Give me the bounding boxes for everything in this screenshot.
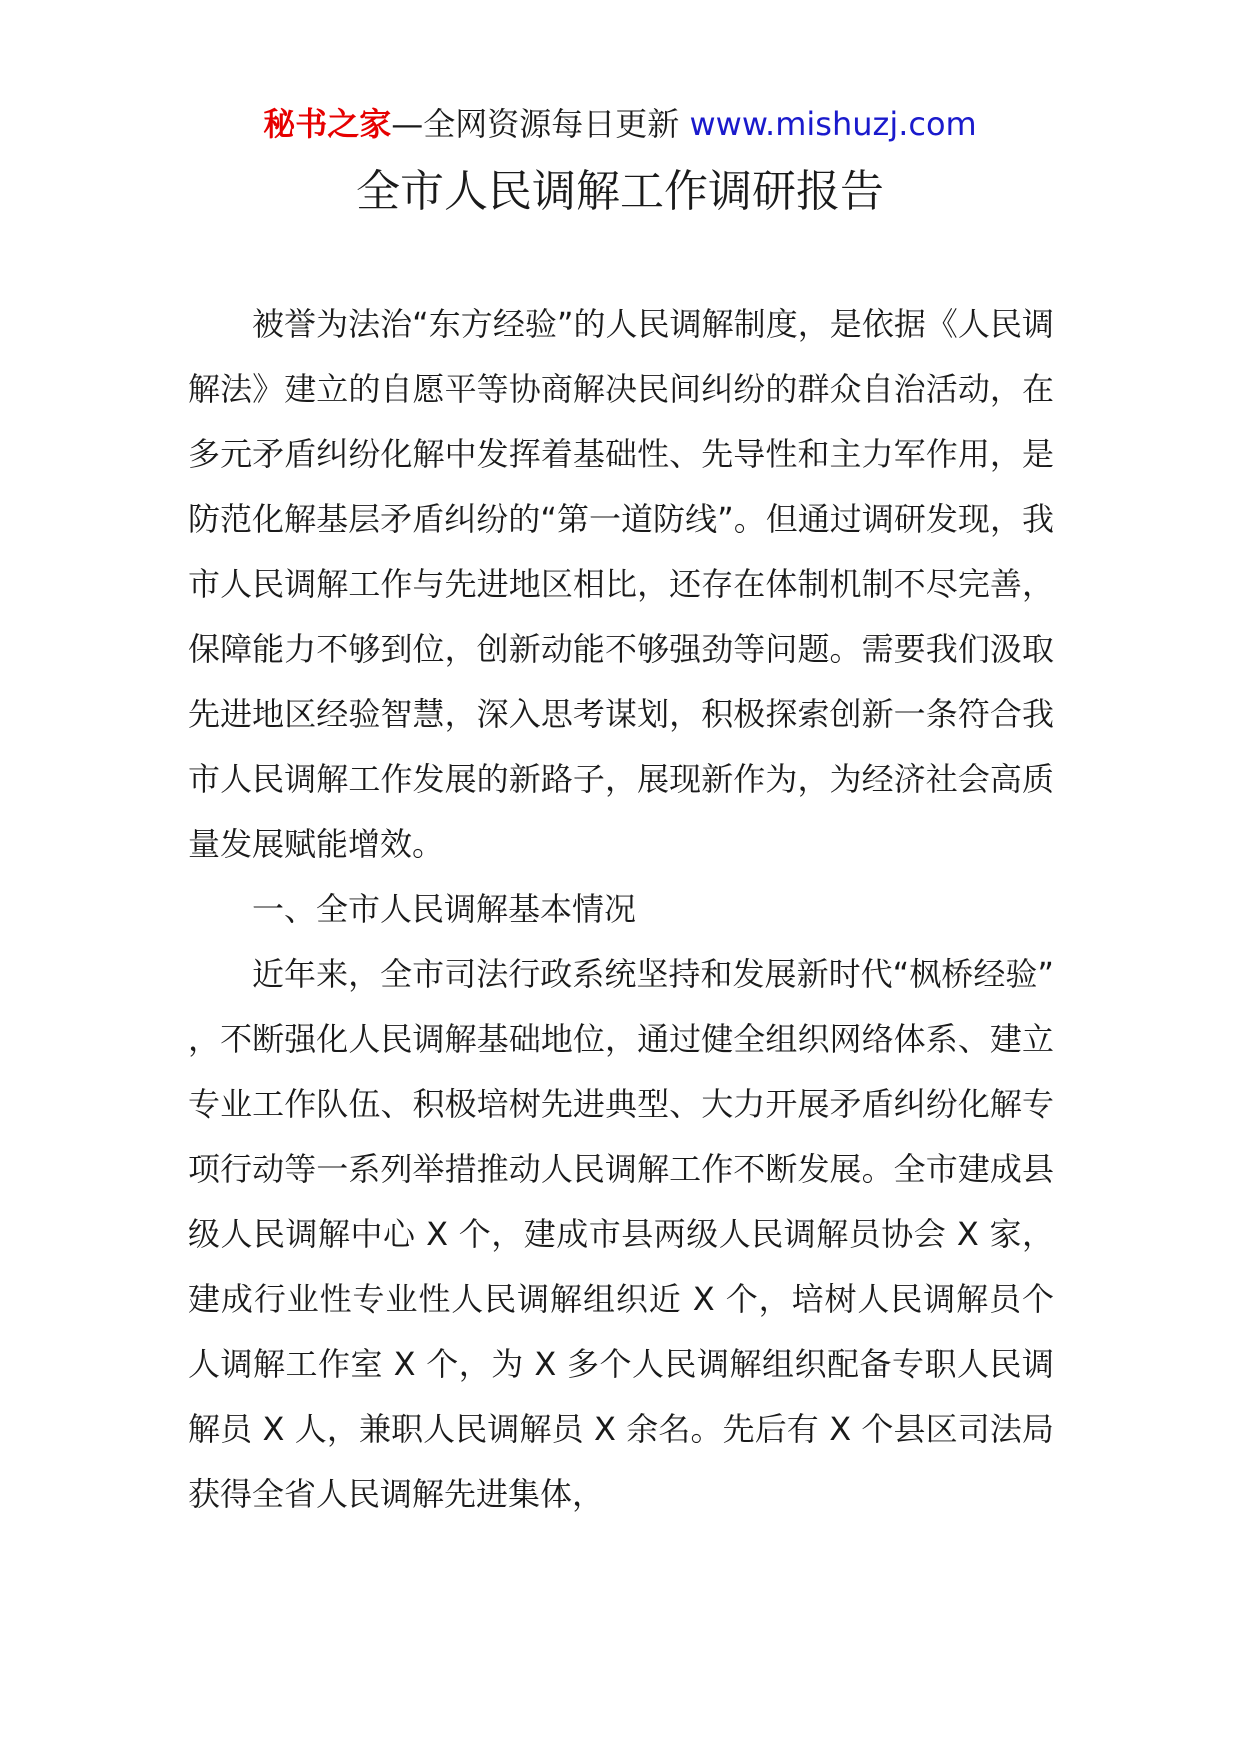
- header-tagline: —全网资源每日更新: [391, 105, 680, 143]
- brand-name: 秘书之家: [263, 105, 392, 143]
- site-header: [0, 102, 1240, 146]
- site-url-link[interactable]: www.mishuzj.com: [689, 105, 977, 143]
- document-body: [188, 292, 1054, 1527]
- intro-paragraph: 被誉为法治“东方经验”的人民调解制度，是依据《人民调解法》建立的自愿平等协商解决民间纠纷的群众自治活动，在多元矛盾纠纷化解中发挥着基础性、先导性和主力军作用，是防范化解基层矛盾纠纷的“第一道防线”。但通过调研发现，我市人民调解工作与先进地区相比，还存在体制机制不尽完善，保障能力不够到位，创新动能不够强劲等问题。需要我们汲取先进地区经验智慧，深入思考谋划，积极探索创新一条符合我市人民调解工作发展的新路子，展现新作为，为经济社会高质量发展赋能增效。: [188, 305, 1054, 863]
- document-title: 全市人民调解工作调研报告: [356, 166, 884, 217]
- section-heading: 一、全市人民调解基本情况: [252, 890, 637, 928]
- section-paragraph: 近年来，全市司法行政系统坚持和发展新时代“枫桥经验”，不断强化人民调解基础地位，通过健全组织网络体系、建立专业工作队伍、积极培树先进典型、大力开展矛盾纠纷化解专项行动等一系列举措推动人民调解工作不断发展。全市建成县级人民调解中心 X 个，建成市县两级人民调解员协会 X 家，建成行业性专业性人民调解组织近 X 个，培树人民调解员个人调解工作室 X 个，为 X 多个人民调解组织配备专职人民调解员 X 人，兼职人民调解员 X 余名。先后有 X 个县区司法局获得全省人民调解先进集体，: [188, 955, 1054, 1513]
